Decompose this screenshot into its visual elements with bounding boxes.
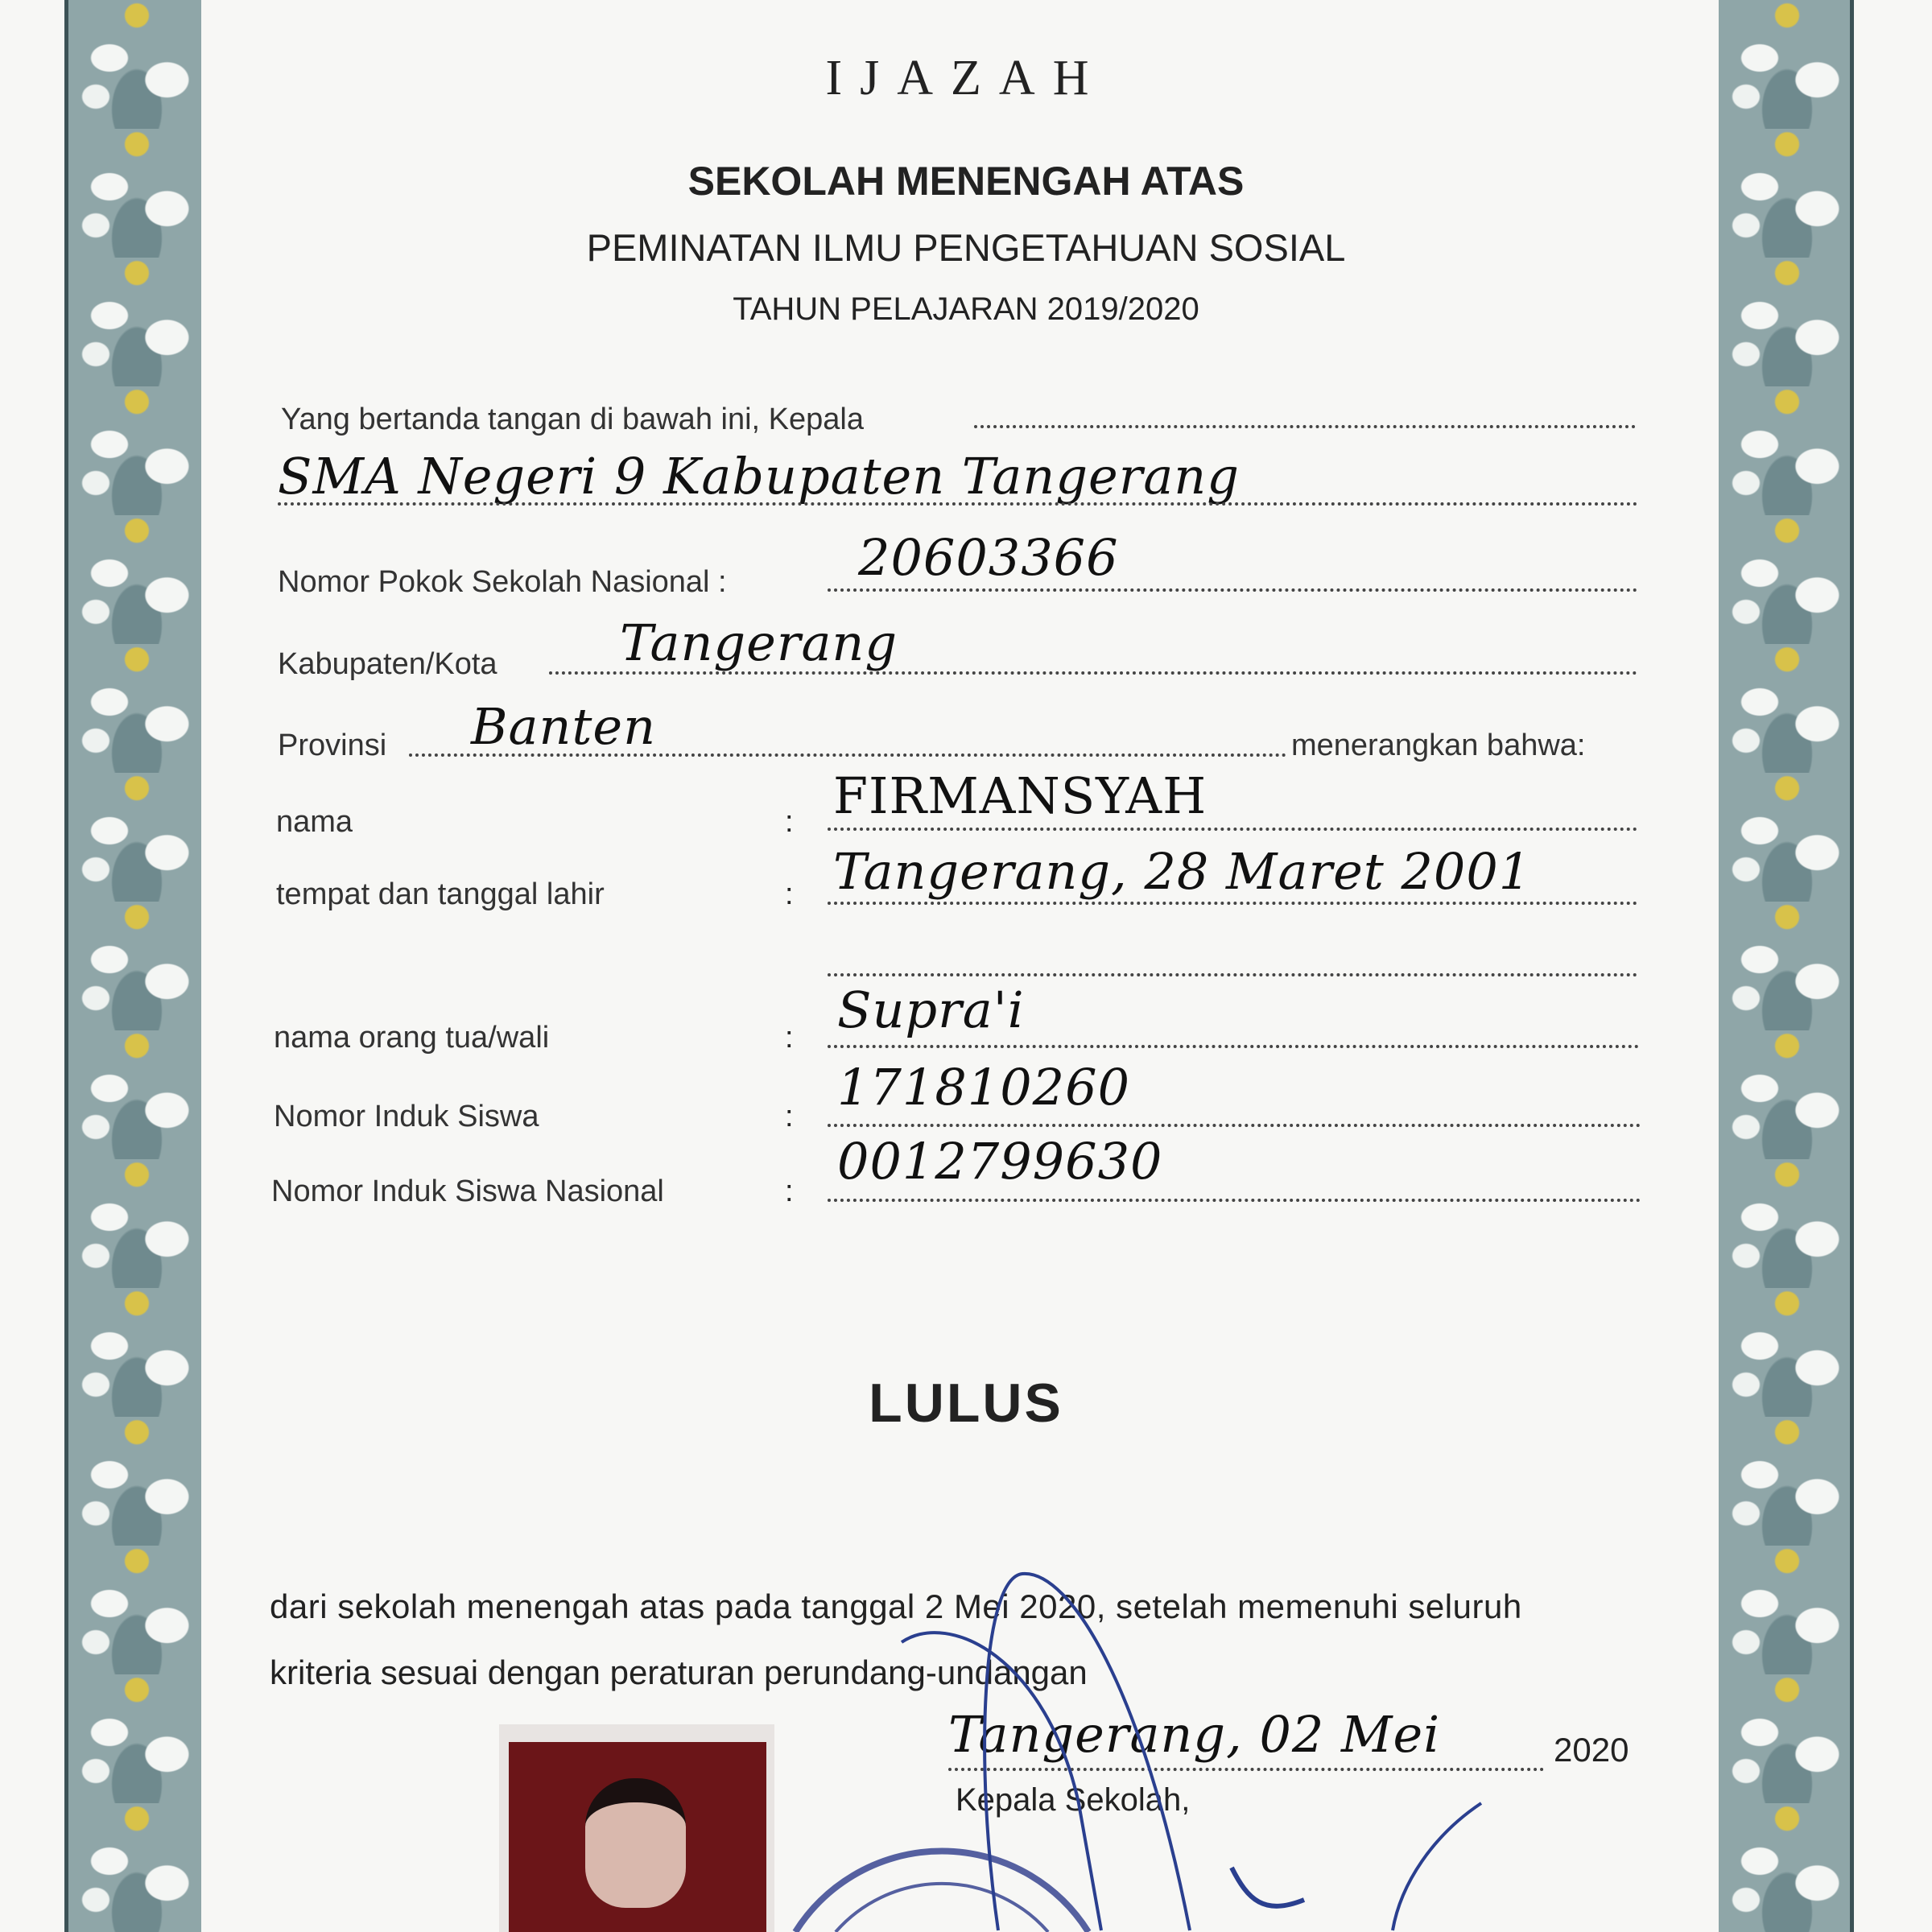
colon: : (785, 877, 794, 911)
colon: : (785, 1100, 794, 1133)
dotted-line (828, 1045, 1639, 1048)
document-title: IJAZAH (825, 51, 1107, 105)
colon: : (785, 1021, 794, 1055)
signature-role: Kepala Sekolah, (956, 1782, 1191, 1818)
provinsi-label: Provinsi (278, 729, 387, 762)
specialization: PEMINATAN ILMU PENGETAHUAN SOSIAL (586, 226, 1346, 269)
ttl-label: tempat dan tanggal lahir (276, 877, 605, 911)
npsn-label: Nomor Pokok Sekolah Nasional : (278, 565, 727, 599)
dotted-line (828, 828, 1637, 831)
signature-place-date: Tangerang, 02 Mei (948, 1705, 1441, 1764)
dotted-line (828, 902, 1637, 905)
statement-line-2: kriteria sesuai dengan peraturan perundang-undangan (270, 1653, 1088, 1691)
parent-value: Supra'i (837, 980, 1025, 1039)
parent-label: nama orang tua/wali (274, 1021, 550, 1055)
result-status: LULUS (869, 1373, 1063, 1434)
kabkota-label: Kabupaten/Kota (278, 647, 497, 681)
dotted-line (828, 973, 1637, 976)
signature-year: 2020 (1554, 1731, 1629, 1769)
nisn-value: 0012799630 (837, 1132, 1163, 1191)
nis-label: Nomor Induk Siswa (274, 1100, 539, 1133)
provinsi-value: Banten (471, 697, 656, 756)
dotted-line (828, 588, 1637, 592)
student-photo (499, 1724, 774, 1932)
npsn-value: 20603366 (858, 528, 1119, 587)
nama-value: FIRMANSYAH (833, 766, 1208, 825)
ttl-value: Tangerang, 28 Maret 2001 (833, 842, 1532, 901)
menerangkan-text: menerangkan bahwa: (1291, 729, 1586, 762)
dotted-line (974, 425, 1636, 428)
dotted-line (828, 1124, 1641, 1127)
ornamental-border-right (1719, 0, 1854, 1932)
headmaster-signature (886, 1562, 1530, 1932)
nis-value: 171810260 (837, 1058, 1131, 1117)
statement-line-1: dari sekolah menengah atas pada tanggal 2 Mei 2020, setelah memenuhi seluruh (270, 1587, 1522, 1625)
school-level: SEKOLAH MENENGAH ATAS (687, 159, 1245, 204)
nisn-label: Nomor Induk Siswa Nasional (271, 1174, 664, 1208)
academic-year: TAHUN PELAJARAN 2019/2020 (733, 291, 1199, 327)
school-name-handwritten: SMA Negeri 9 Kabupaten Tangerang (278, 447, 1240, 506)
intro-label: Yang bertanda tangan di bawah ini, Kepala (281, 402, 864, 436)
dotted-line (549, 671, 1637, 675)
colon: : (785, 805, 794, 839)
dotted-line (828, 1199, 1641, 1202)
dotted-line (409, 753, 1286, 757)
colon: : (785, 1174, 794, 1208)
ornamental-border-left (64, 0, 201, 1932)
kabkota-value: Tangerang (620, 613, 898, 672)
dotted-line (278, 502, 1638, 506)
nama-label: nama (276, 805, 353, 839)
